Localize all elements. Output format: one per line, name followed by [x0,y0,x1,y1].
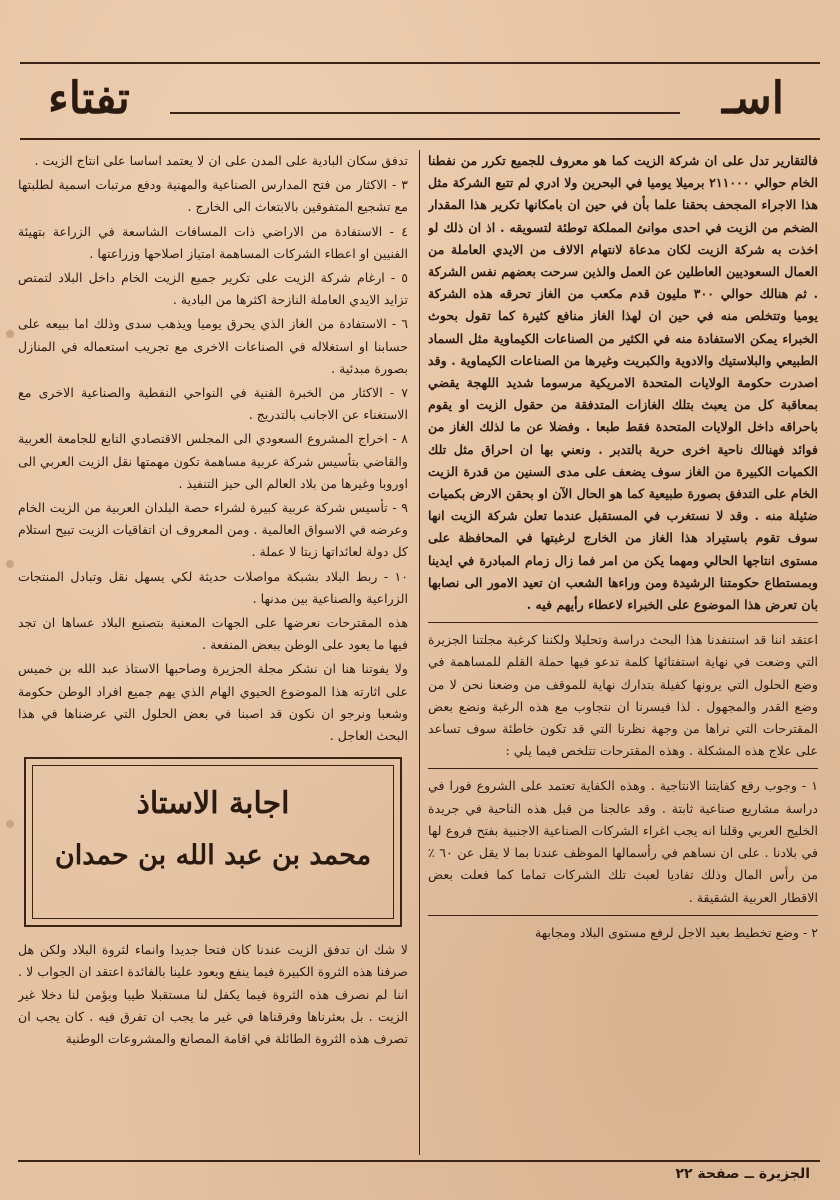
byline-inner [32,765,394,919]
paragraph: ٢ - وضع تخطيط بعيد الاجل لرفع مستوى البلاد ومجابهة [534,924,818,940]
byline-author: محمد بن عبد الله بن حمدان [54,840,372,872]
paragraph: هذه المقترحات نعرضها على الجهات المعنية بتصنيع البلاد عساها ان تجد فيها ما يعود على الوطن ببعض المنفعة . [18,615,408,653]
paragraph: فالتقارير تدل على ان شركة الزيت كما هو معروف للجميع تكرر من نفطنا الخام حوالي ٢١١٠٠٠ برميلا يوميا في البحرين ولا ادري لم تتبع الشركة مثل هذا الاجراء المجحف بحقنا علما بأن في حين ان بامكانها تكرير هذا المقدار الضخم من الزيت في احدى موانئ المملكة توطئة لتسويقه . اذ ان ذلك لو اخذت به شركة الزيت لكان مدعاة لانتهام الالاف من الايدي العاملة من العمال السعوديين العاطلين عن العمل والذين سرحت بعضهم نفس الشركة . ثم هنالك حوالي ٣٠٠ مليون قدم مكعب من الغاز تحرقه هذه الشركة يوميا وتتخلص منه في حين ان لهذا الغاز منافع كثيرة كما تقول بحوث الخبراء يمكن الاستفادة منه في الكثير من الصناعات الكيماوية مثل السماد الطبيعي والبلاستيك والادوية والكبريت وغيرها من الصناعات الكيماوية . وقد اصدرت حكومة الولايات المتحدة الامريكية مرسوما شديد اللهجة يقضي بمعاقبة كل من يعبث بتلك الغازات المتدفقة من حقول الزيت او يقوم باحراقه داخل الولايات المتحدة فقط طبعا . وفضلا عن ما لذلك الغاز من فوائد فهنالك ناحية اخرى حرية بالتدبر . ونعني بها ان احراق مثل تلك الكميات الكبيرة من الغاز سوف يضعف على مدى السنين من قدرة الزيت الخام على التدفق بصورة طبيعية كما هو الحال الآن او بحقن الارض بكميات ضئيلة منه . وقد لا نستغرب في المستقبل عندما تعلن شركة الزيت انها سوف تقوم باستيراد هذا الغاز من الخارج لرغبتها في المحافظة على مستوى انتاجها الحالي ومهما يكن من امر فما زال زمام المبادرة في ايدينا وبمستطاع حكومتنا الرشيدة ومن وراءها الشعب ان تعيد الامور الى نصابها بان تعرض هذا الموضوع على الخبراء لاعطاء رأيهم فيه . [428,153,818,613]
header-title-right: اسـ [722,73,784,124]
page-footer [18,1160,820,1192]
paragraph: تدفق سكان البادية على المدن على ان لا يعتمد اساسا على انتاج الزيت . [34,153,408,168]
section-divider [428,768,818,769]
column-divider [419,150,420,1155]
right-column [428,150,818,1160]
byline-heading: اجابة الاستاذ [136,786,290,822]
section-divider [428,915,818,916]
header-top-rule [20,62,820,64]
paragraph: اعتقد اننا قد استنفدنا هذا البحث دراسة وتحليلا ولكننا كرغبة مجلتنا الجزيرة التي وضعت في نهاية استفتائها كلمة تدعو فيها حملة القلم للمساهمة في وضع الحلول التي يرونها كفيلة بتدارك نهاية للموقف من وضعنا نحن لا من وضع القدر والمجهول . لذا فيسرنا ان نتجاوب مع هذه الرغبة ونضع بعض المقترحات التي نراها من وجهة نظرنا التي قد تكون خاطئة سوف تساعد على علاج هذه المشكلة . وهذه المقترحات تتلخص فيما يلي : [428,632,818,759]
paragraph: ٣ - الاكثار من فتح المدارس الصناعية والمهنية ودفع مرتبات اسمية لطلبتها مع تشجيع المتفوقين بالابتعاث الى الخارج . [18,177,408,215]
paragraph: ٥ - ارغام شركة الزيت على تكرير جميع الزيت الخام داخل البلاد لتمتص تزايد الايدي العاملة النازحة اكثرها من البادية . [18,270,408,308]
page-header [20,62,820,140]
footer-text: الجزيرة ــ صفحة ٢٢ [675,1166,810,1182]
section-divider [428,622,818,623]
left-column [18,150,408,1160]
paragraph: ١ - وجوب رفع كفايتنا الانتاجية . وهذه الكفاية تعتمد على الشروع فورا في دراسة مشاريع صناعية ثابتة . وقد عالجنا من قبل هذه الناحية في جريدة الخليج العربي وقلنا انه يجب اغراء الشركات الصناعية الاجنبية بفتح فروع لها في بلادنا . على ان نساهم في رأسمالها الموظف عندنا بما لا يقل عن ٦٠ ٪ من رأس المال وذلك تفاديا لعبث تلك الشركات تماما كما فعلت بعض الاقطار العربية الشقيقة . [428,778,818,905]
paragraph: ولا يفوتنا هنا ان نشكر مجلة الجزيرة وصاحبها الاستاذ عبد الله بن خميس على اثارته هذا الموضوع الحيوي الهام الذي يهم جميع افراد الوطن حكومة وشعبا ونرجو ان نكون قد اصبنا في بعض الحلول التي عرضناها في هذا البحث العاجل . [18,661,408,744]
header-title-left: تفتاء [48,73,130,124]
paragraph: ٤ - الاستفادة من الاراضي ذات المسافات الشاسعة في الزراعة بتهيئة الفنيين او اعطاء الشركات المساهمة امتياز اصلاحها وزراعتها . [18,223,408,261]
paragraph: ٩ - تأسيس شركة عربية كبيرة لشراء حصة البلدان العربية من الزيت الخام وعرضه في الاسواق العالمية . ومن المعروف ان اتفاقيات الزيت تبيح استلام كل دولة لعائداتها زيتا لا عملة . [18,500,408,560]
paragraph: ٧ - الاكثار من الخبرة الفنية في النواحي النفطية والصناعية الاخرى مع الاستغناء عن الاجانب بالتدريج . [18,385,408,423]
byline-box [24,757,402,927]
header-title-line [170,112,680,114]
paragraph: ٨ - اخراج المشروع السعودي الى المجلس الاقتصادي التابع للجامعة العربية والقاضي بتأسيس شركة عربية مساهمة تكون مهمتها نقل الزيت العربي الى اوروبا وغيرها من بلاد العالم الى حيز التنفيذ . [18,431,408,491]
header-bottom-rule [20,138,820,140]
paragraph: لا شك ان تدفق الزيت عندنا كان فتحا جديدا وانماء لثروة البلاد ولكن هل صرفنا هذه الثروة الكبيرة فيما ينفع ويعود علينا بالفائدة اعتقد ان الجواب لا . اننا لم نصرف هذه الثروة فيما يكفل لنا مستقبلا طيبا ويؤمن لنا دخلا غير الزيت . بل بعثرناها وفرقناها في غير ما يجب ان تفرق فيه . كان يجب ان تصرف هذه الثروة الطائلة في اقامة المصانع والمشروعات الوطنية [18,942,408,1047]
paragraph: ١٠ - ربط البلاد بشبكة مواصلات حديثة لكي يسهل نقل وتبادل المنتجات الزراعية والصناعية بين مدنها . [18,568,408,606]
paragraph: ٦ - الاستفادة من الغاز الذي يحرق يوميا ويذهب سدى وذلك اما ببيعه على حسابنا او استغلاله في الصناعات الاخرى مع تجريب استعماله في المنازل بصورة مبدئية . [18,316,408,376]
